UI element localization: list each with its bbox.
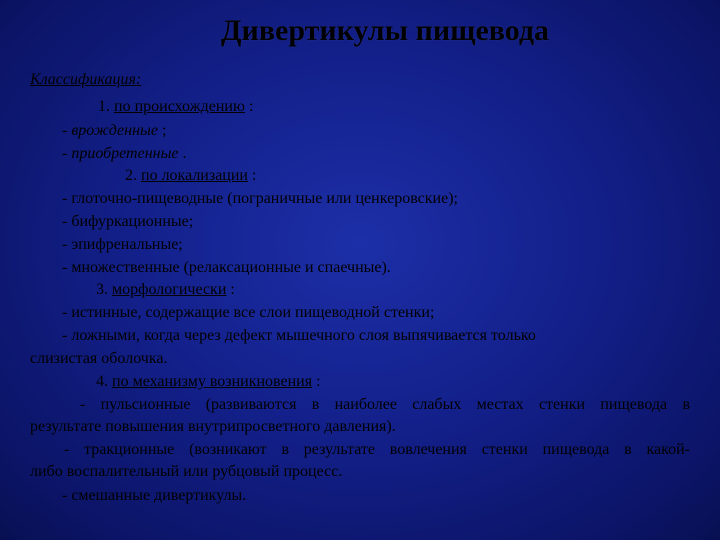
section-1-suffix: : (244, 98, 254, 115)
section-1-title: по происхождению (114, 98, 245, 115)
list-item: - эпифренальные; (62, 236, 183, 253)
list-item: - смешанные дивертикулы. (62, 487, 247, 504)
list-item-tail: ; (157, 122, 167, 139)
list-item: - тракционные (возникают в результате вовлечения стенки пищевода в какой- (64, 441, 690, 458)
list-item: - истинные, содержащие все слои пищеводной стенки; (62, 304, 435, 321)
section-2-title: по локализации (141, 167, 248, 184)
section-1-heading (98, 97, 253, 117)
list-item-continuation: либо воспалительный или рубцовый процесс. (30, 463, 343, 480)
list-item-tail: . (178, 145, 187, 162)
section-4-number: 4. (96, 373, 112, 390)
section-3-title: морфологически (112, 281, 227, 298)
list-item: - ложными, когда через дефект мышечного слоя выпячивается только (62, 327, 536, 344)
classification-label: Классификация: (30, 71, 142, 88)
list-item: - бифуркационные; (62, 213, 194, 230)
list-item (62, 121, 166, 141)
section-1-number: 1. (98, 98, 114, 115)
section-2-suffix: : (247, 167, 257, 184)
section-4-heading (96, 372, 321, 392)
section-4-title: по механизму возникновения (112, 373, 313, 390)
list-item: - глоточно-пищеводные (пограничные или ценкеровские); (62, 190, 458, 207)
section-3-suffix: : (226, 281, 235, 298)
list-item-continuation: результате повышения внутрипросветного давления). (30, 418, 396, 435)
section-3-number: 3. (96, 281, 112, 298)
list-dash: - (62, 122, 72, 139)
list-item: - множественные (релаксационные и спаечные). (62, 259, 391, 276)
list-item (62, 144, 187, 164)
slide-title: Дивертикулы пищевода (220, 14, 550, 47)
list-item: - пульсионные (развиваются в наиболее слабых местах стенки пищевода в (80, 396, 690, 413)
section-3-heading (96, 280, 235, 300)
list-item-continuation: слизистая оболочка. (30, 350, 168, 367)
section-2-number: 2. (125, 167, 141, 184)
section-2-heading (125, 166, 256, 186)
list-item-text: врожденные (71, 122, 158, 139)
list-item-text: приобретенные (71, 145, 179, 162)
list-dash: - (62, 145, 72, 162)
section-4-suffix: : (312, 373, 321, 390)
